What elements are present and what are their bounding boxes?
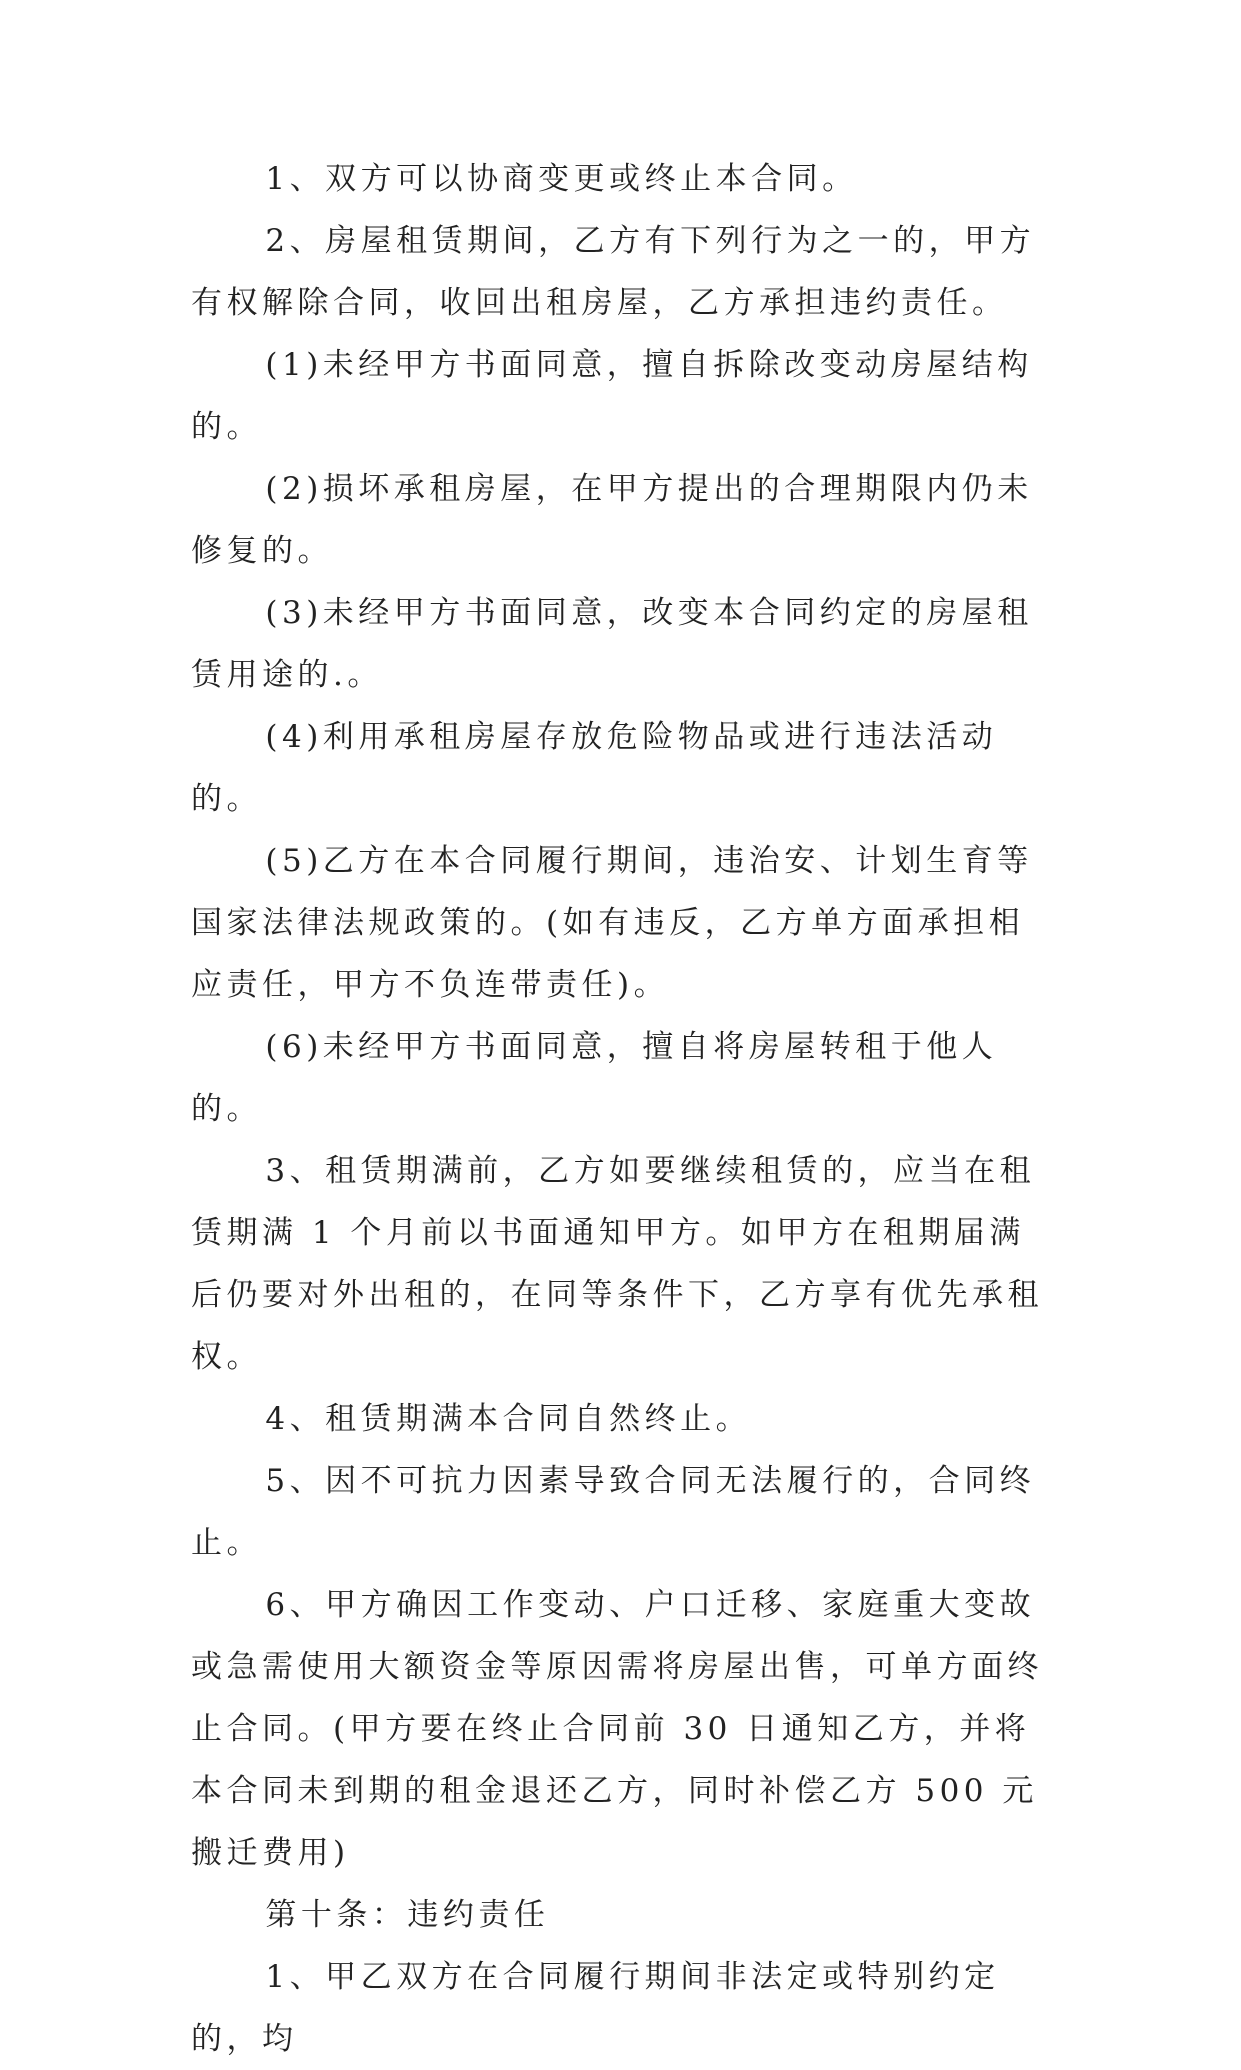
- document-body: [191, 148, 1051, 2070]
- paragraph: (3)未经甲方书面同意，改变本合同约定的房屋租赁用途的.。: [191, 595, 1033, 693]
- paragraph: 6、甲方确因工作变动、户口迁移、家庭重大变故或急需使用大额资金等原因需将房屋出售，可单方面终止合同。(甲方要在终止合同前 30 日通知乙方，并将本合同未到期的租金退还乙方，同时补偿乙方 500 元搬迁费用): [191, 1587, 1043, 1871]
- paragraph: (2)损坏承租房屋，在甲方提出的合理期限内仍未修复的。: [191, 471, 1033, 569]
- paragraph: (1)未经甲方书面同意，擅自拆除改变动房屋结构的。: [191, 347, 1033, 445]
- paragraph: (6)未经甲方书面同意，擅自将房屋转租于他人的。: [191, 1029, 998, 1127]
- paragraph: 4、租赁期满本合同自然终止。: [265, 1401, 752, 1437]
- paragraph: 1、甲乙双方在合同履行期间非法定或特别约定的，均: [191, 1959, 1000, 2057]
- paragraph: (4)利用承租房屋存放危险物品或进行违法活动的。: [191, 719, 998, 817]
- paragraph: 3、租赁期满前，乙方如要继续租赁的，应当在租赁期满 1 个月前以书面通知甲方。如甲方在租期届满后仍要对外出租的，在同等条件下，乙方享有优先承租权。: [191, 1153, 1043, 1375]
- section-heading: 第十条：违约责任: [265, 1897, 550, 1933]
- paragraph: 1、双方可以协商变更或终止本合同。: [265, 161, 858, 197]
- paragraph: 2、房屋租赁期间，乙方有下列行为之一的，甲方有权解除合同，收回出租房屋，乙方承担违约责任。: [191, 223, 1036, 321]
- paragraph: 5、因不可抗力因素导致合同无法履行的，合同终止。: [191, 1463, 1036, 1561]
- paragraph: (5)乙方在本合同履行期间，违治安、计划生育等国家法律法规政策的。(如有违反，乙方单方面承担相应责任，甲方不负连带责任)。: [191, 843, 1033, 1003]
